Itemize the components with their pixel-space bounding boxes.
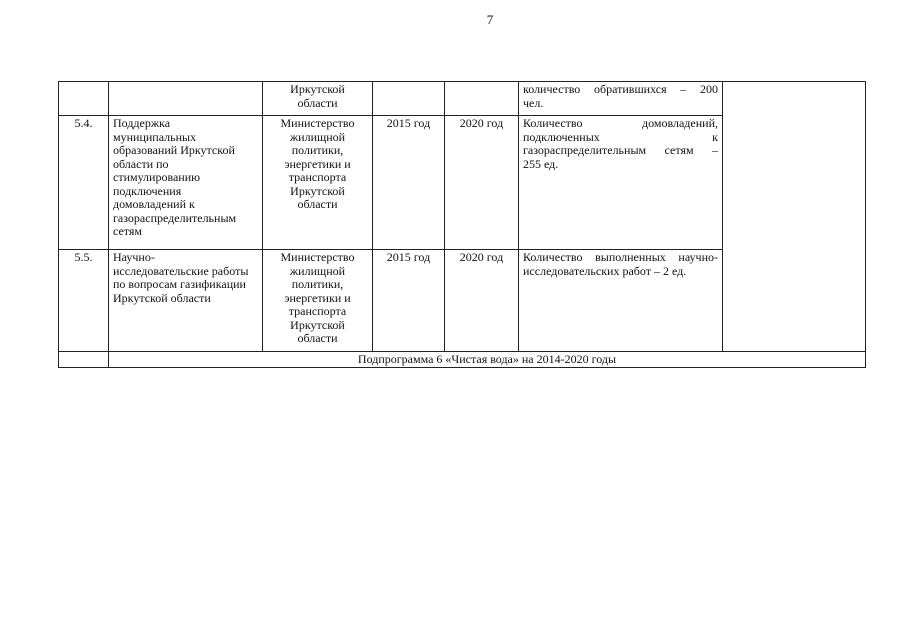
cell-executor: Министерство жилищной политики, энергетики и транспорта Иркутской области — [263, 250, 373, 352]
cell-end — [445, 82, 519, 116]
cell-number: 5.5. — [59, 250, 109, 352]
subprogram-row — [59, 352, 866, 368]
cell-result: Количество выполненных научно- исследовательских работ – 2 ед. — [519, 250, 723, 352]
table-row-continuation — [59, 82, 866, 116]
cell-name — [109, 82, 263, 116]
cell-start: 2015 год — [373, 250, 445, 352]
cell-indicator — [723, 82, 866, 352]
program-table — [58, 81, 866, 368]
cell-name: Научно- исследовательские работы по вопросам газификации Иркутской области — [109, 250, 263, 352]
cell-start: 2015 год — [373, 116, 445, 250]
cell-name: Поддержка муниципальных образований Иркутской области по стимулированию подключения домовладений к газораспределительным сетям — [109, 116, 263, 250]
cell-number — [59, 352, 109, 368]
cell-number — [59, 82, 109, 116]
cell-result: количество обратившихся – 200 чел. — [519, 82, 723, 116]
cell-result: Количество домовладений, подключенных к газораспределительным сетям – 255 ед. — [519, 116, 723, 250]
cell-executor: Иркутской области — [263, 82, 373, 116]
cell-end: 2020 год — [445, 250, 519, 352]
cell-number: 5.4. — [59, 116, 109, 250]
cell-executor: Министерство жилищной политики, энергетики и транспорта Иркутской области — [263, 116, 373, 250]
subprogram-title: Подпрограмма 6 «Чистая вода» на 2014-2020 годы — [109, 352, 866, 368]
cell-start — [373, 82, 445, 116]
page-number: 7 — [486, 12, 494, 27]
cell-end: 2020 год — [445, 116, 519, 250]
